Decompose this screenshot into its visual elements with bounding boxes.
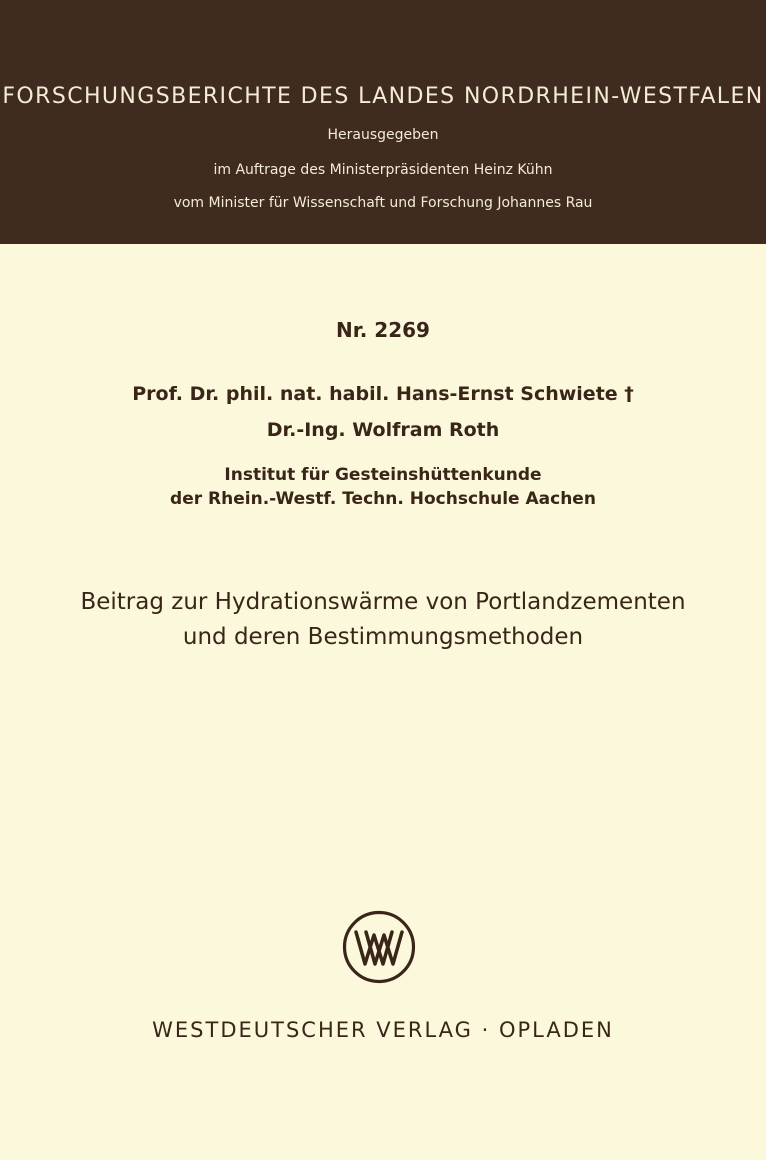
series-title: FORSCHUNGSBERICHTE DES LANDES NORDRHEIN-WESTFALEN <box>2 84 764 109</box>
publisher-imprint: WESTDEUTSCHER VERLAG · OPLADEN <box>152 1018 614 1042</box>
title-line-2: und deren Bestimmungsmethoden <box>182 624 584 650</box>
institute-line-1: Institut für Gesteinshüttenkunde <box>224 465 542 485</box>
institute-line-2: der Rhein.-Westf. Techn. Hochschule Aachen <box>170 489 596 509</box>
report-number: Nr. 2269 <box>336 318 430 342</box>
series-header-band <box>0 0 766 244</box>
author-1: Prof. Dr. phil. nat. habil. Hans-Ernst Schwiete † <box>132 383 634 405</box>
title-line-1: Beitrag zur Hydrationswärme von Portlandzementen <box>80 589 686 615</box>
author-2: Dr.-Ing. Wolfram Roth <box>266 419 500 441</box>
ww-publisher-logo-icon <box>341 909 417 985</box>
editor-line-3: vom Minister für Wissenschaft und Forschung Johannes Rau <box>173 195 593 211</box>
editor-line-2: im Auftrage des Ministerpräsidenten Heinz Kühn <box>213 162 553 178</box>
editor-line-1: Herausgegeben <box>327 127 439 143</box>
